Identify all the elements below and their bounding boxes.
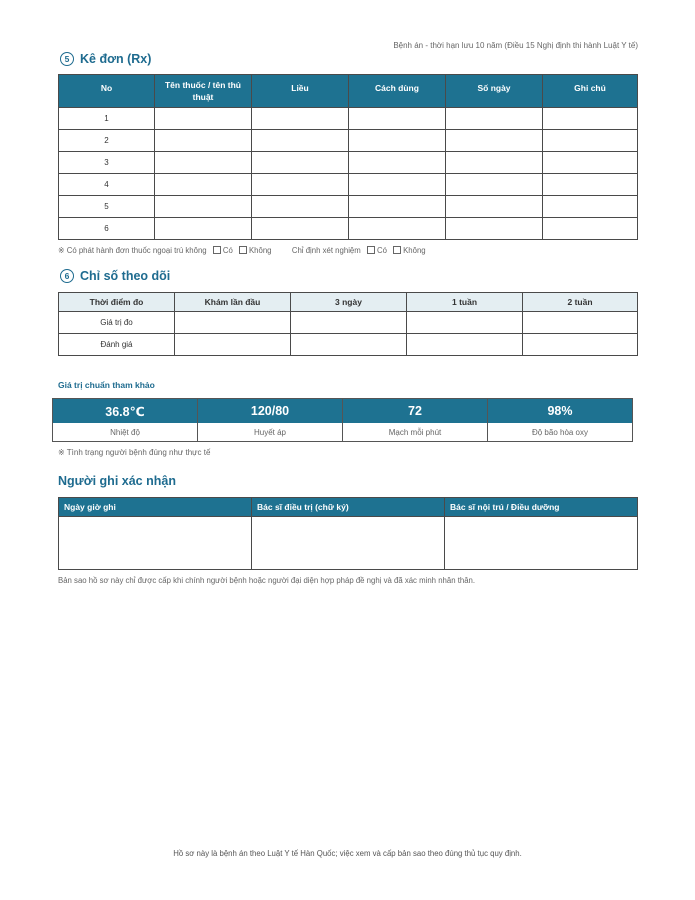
test-order-label: Chỉ định xét nghiệm [291,246,361,255]
col-header-dose: Liều [252,75,349,108]
table-row [59,152,638,174]
table-row [59,108,638,130]
attending-signature-field[interactable] [252,517,445,570]
row-label: Đánh giá [59,334,175,356]
col-header-days: Số ngày [446,75,543,108]
checkbox-icon[interactable] [213,246,221,254]
monitoring-table [58,292,638,356]
usage-cell[interactable] [349,218,446,240]
checkbox-icon[interactable] [239,246,247,254]
checkbox-icon[interactable] [393,246,401,254]
col-header-no: No [59,75,155,108]
row-number: 6 [59,218,155,240]
vital-label: Độ bão hòa oxy [531,427,589,437]
dose-cell[interactable] [252,130,349,152]
usage-cell[interactable] [349,130,446,152]
col-header-resident: Bác sĩ nội trú / Điều dưỡng [445,498,638,517]
drug-cell[interactable] [155,174,252,196]
table-row [59,218,638,240]
notes-cell[interactable] [543,108,638,130]
vital-value: 36.8℃ [53,399,197,423]
value-cell[interactable] [175,312,291,334]
dose-cell[interactable] [252,218,349,240]
datetime-field[interactable] [59,517,252,570]
notes-cell[interactable] [543,174,638,196]
retention-note: Bệnh án - thời hạn lưu 10 năm (Điều 15 Nghị định thi hành Luật Y tế) [393,41,638,50]
rx-title-text: Kê đơn (Rx) [80,52,152,66]
table-row [59,334,638,356]
days-cell[interactable] [446,130,543,152]
row-number: 3 [59,152,155,174]
table-row [59,312,638,334]
notes-cell[interactable] [543,196,638,218]
days-cell[interactable] [446,174,543,196]
outpatient-question: ※ Có phát hành đơn thuốc ngoại trú không [58,246,207,255]
value-cell[interactable] [291,334,407,356]
vital-value: 98% [488,399,632,423]
outpatient-no-label: Không [248,246,272,255]
col-header-notes: Ghi chú [543,75,638,108]
dose-cell[interactable] [252,196,349,218]
row-label: Giá trị đo [59,312,175,334]
col-header-2-weeks: 2 tuần [523,293,638,312]
col-header-3-days: 3 ngày [291,293,407,312]
prescription-table [58,74,638,240]
dose-cell[interactable] [252,108,349,130]
table-row [59,196,638,218]
footer-note: Hồ sơ này là bệnh án theo Luật Y tế Hàn Quốc; việc xem và cấp bản sao theo đúng thủ tục quy định. [173,849,522,858]
vital-oxygen [487,399,632,441]
value-cell[interactable] [523,334,638,356]
vital-blood-pressure [197,399,342,441]
vital-pulse [342,399,487,441]
row-number: 2 [59,130,155,152]
table-row [59,174,638,196]
notes-cell[interactable] [543,152,638,174]
outpatient-yes-label: Có [222,246,233,255]
test-no-label: Không [403,246,426,255]
vital-label: Mạch mỗi phút [388,427,442,437]
drug-cell[interactable] [155,152,252,174]
table-row [59,517,638,570]
signature-table [58,497,638,570]
notes-cell[interactable] [543,130,638,152]
row-number: 1 [59,108,155,130]
col-header-drug: Tên thuốc / tên thủ thuật [155,75,252,108]
vital-label: Nhiệt độ [110,427,140,437]
drug-cell[interactable] [155,218,252,240]
col-header-usage: Cách dùng [349,75,446,108]
col-header-datetime: Ngày giờ ghi [59,498,252,517]
value-cell[interactable] [407,334,523,356]
patient-status-note: ※ Tình trạng người bệnh đúng như thực tế [58,448,211,457]
monitor-title-text: Chỉ số theo dõi [80,269,171,283]
section-monitor-title [60,269,170,283]
drug-cell[interactable] [155,130,252,152]
col-header-1-week: 1 tuần [407,293,523,312]
value-cell[interactable] [407,312,523,334]
days-cell[interactable] [446,108,543,130]
value-cell[interactable] [523,312,638,334]
drug-cell[interactable] [155,108,252,130]
days-cell[interactable] [446,196,543,218]
vital-temperature [53,399,197,441]
col-header-first-visit: Khám lần đầu [175,293,291,312]
test-yes-label: Có [376,246,387,255]
vital-label: Huyết áp [253,427,287,437]
checkbox-icon[interactable] [367,246,375,254]
copy-policy-note: Bản sao hồ sơ này chỉ được cấp khi chính người bệnh hoặc người đại diện hợp pháp đề nghị và đã xác minh nhân thân. [58,576,476,585]
confirm-title: Người ghi xác nhận [58,474,176,488]
rx-options-note [58,246,426,255]
drug-cell[interactable] [155,196,252,218]
row-number: 5 [59,196,155,218]
value-cell[interactable] [175,334,291,356]
usage-cell[interactable] [349,174,446,196]
days-cell[interactable] [446,152,543,174]
row-number: 4 [59,174,155,196]
dose-cell[interactable] [252,174,349,196]
vital-value: 72 [343,399,487,423]
col-header-attending: Bác sĩ điều trị (chữ ký) [252,498,445,517]
usage-cell[interactable] [349,196,446,218]
notes-cell[interactable] [543,218,638,240]
section-number-icon: 5 [60,52,74,66]
days-cell[interactable] [446,218,543,240]
section-number-icon: 6 [60,269,74,283]
dose-cell[interactable] [252,152,349,174]
resident-signature-field[interactable] [445,517,638,570]
vital-value: 120/80 [198,399,342,423]
section-rx-title [60,52,151,66]
usage-cell[interactable] [349,152,446,174]
usage-cell[interactable] [349,108,446,130]
value-cell[interactable] [291,312,407,334]
reference-vitals [52,398,633,442]
table-row [59,130,638,152]
col-header-timepoint: Thời điểm đo [59,293,175,312]
reference-title: Giá trị chuẩn tham khảo [58,380,155,390]
